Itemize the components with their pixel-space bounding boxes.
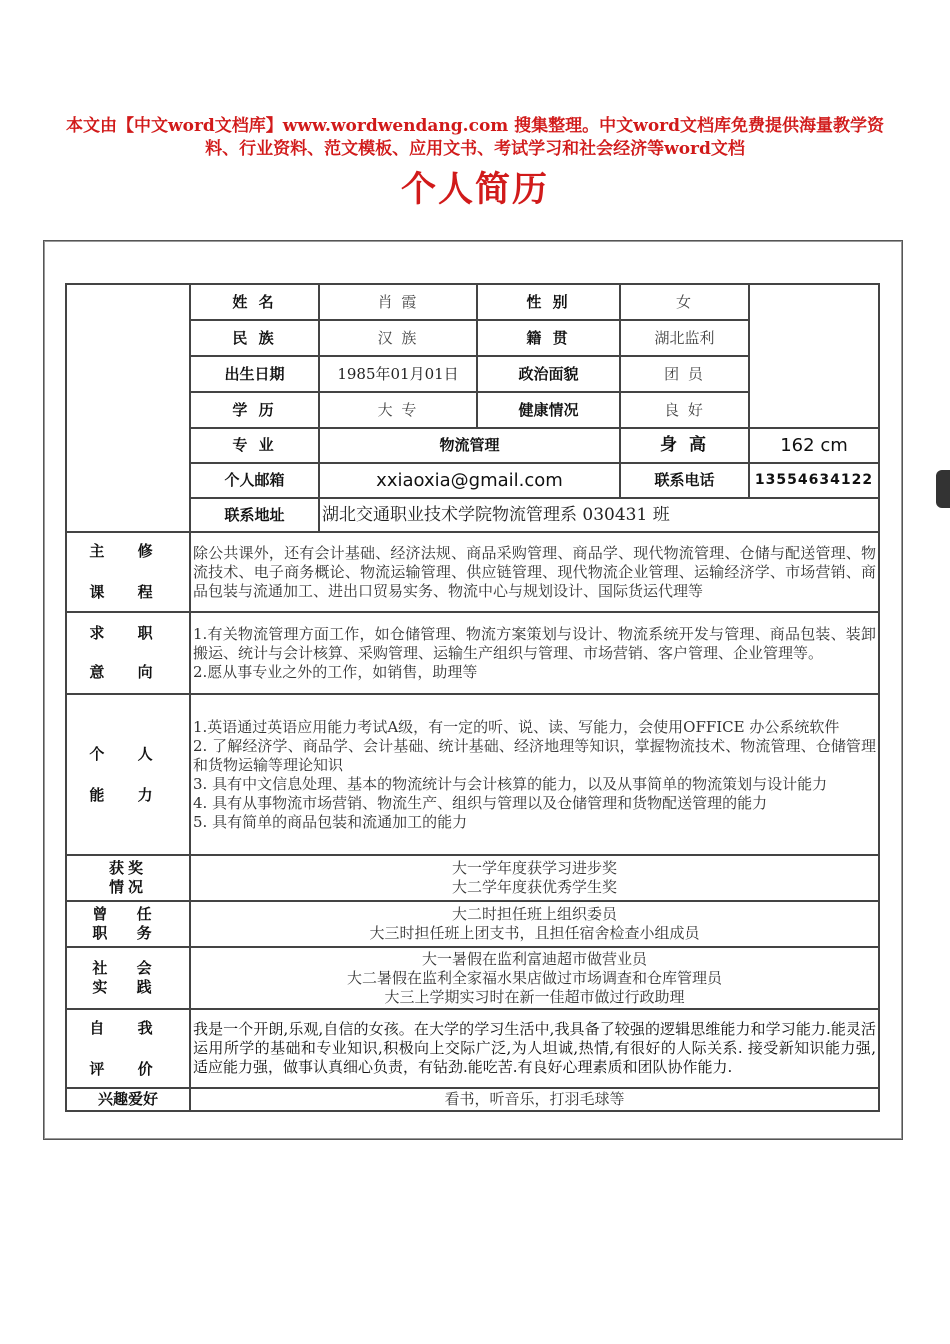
positions-label xyxy=(66,901,190,947)
row-positions xyxy=(66,901,879,947)
self-eval-label-b: 评 价 xyxy=(89,1059,167,1078)
height-value: 162 cm xyxy=(749,428,879,463)
ability-label-b: 能 力 xyxy=(89,785,167,804)
self-eval-label xyxy=(66,1009,190,1088)
positions-label-b: 职 务 xyxy=(92,924,164,942)
phone-label: 联系电话 xyxy=(620,463,749,498)
health-value: 良 好 xyxy=(620,392,749,428)
ability-text xyxy=(190,694,879,855)
political-label: 政治面貌 xyxy=(477,356,620,392)
email-label: 个人邮箱 xyxy=(190,463,319,498)
awards-label xyxy=(66,855,190,901)
row-practice xyxy=(66,947,879,1009)
resume-table xyxy=(65,283,880,1112)
major-value: 物流管理 xyxy=(319,428,620,463)
positions-text xyxy=(190,901,879,947)
awards-label-b: 情况 xyxy=(108,878,147,896)
ability-item: 2. 了解经济学、商品学、会计基础、统计基础、经济地理等知识，掌握物流技术、物流管理、仓储管理和货物运输等理论知识 xyxy=(193,736,876,774)
hobbies-label: 兴趣爱好 xyxy=(66,1088,190,1111)
page-title: 个人简历 xyxy=(400,169,549,210)
intention-line-1: 1.有关物流管理方面工作，如仓储管理、物流方案策划与设计、物流系统开发与管理、商品包装、装卸搬运、统计与会计核算、采购管理、运输生产组织与管理、市场营销、客户管理、企业管理等。 xyxy=(193,624,876,662)
ability-item: 3. 具有中文信息处理、基本的物流统计与会计核算的能力，以及从事简单的物流策划与设计能力 xyxy=(193,774,828,793)
hometown-value: 湖北监利 xyxy=(620,320,749,356)
birth-value: 1985年01月01日 xyxy=(319,356,477,392)
row-courses xyxy=(66,532,879,612)
banner-line-1: 本文由【中文word文档库】www.wordwendang.com 搜集整理。中文word文档库免费提供海量教学资 xyxy=(65,116,885,136)
ability-item: 4. 具有从事物流市场营销、物流生产、组织与管理以及仓储管理和货物配送管理的能力 xyxy=(193,793,768,812)
address-value: 湖北交通职业技术学院物流管理系 030431 班 xyxy=(319,498,879,532)
intention-line-2: 2.愿从事专业之外的工作，如销售，助理等 xyxy=(193,662,478,681)
practice-label-b: 实 践 xyxy=(92,978,164,996)
award-item: 大一学年度获学习进步奖 xyxy=(451,859,617,877)
education-value: 大 专 xyxy=(319,392,477,428)
courses-text: 除公共课外，还有会计基础、经济法规、商品采购管理、商品学、现代物流管理、仓储与配送管理、物流技术、电子商务概论、物流运输管理、供应链管理、现代物流企业管理、运输经济学、市场营销、商品包装与流通加工、进出口贸易实务、物流中心与规划设计、国际货运代理等 xyxy=(190,532,879,612)
gender-value: 女 xyxy=(620,284,749,320)
photo-placeholder xyxy=(749,284,879,428)
practice-label-a: 社 会 xyxy=(92,959,164,977)
row-hobbies xyxy=(66,1088,879,1111)
height-label: 身 高 xyxy=(620,428,749,463)
awards-label-a: 获奖 xyxy=(108,859,147,877)
position-item: 大二时担任班上组织委员 xyxy=(451,905,617,923)
self-eval-text: 我是一个开朗,乐观,自信的女孩。在大学的学习生活中,我具备了较强的逻辑思维能力和学习能力.能灵活运用所学的基础和专业知识,积极向上交际广泛,为人坦诚,热情,有很好的人际关系. 接受新知识能力强, 适应能力强，做事认真细心负责，有钻劲.能吃苦.有良好心理素质和团队协作能力. xyxy=(190,1009,879,1088)
intention-text xyxy=(190,612,879,694)
row-name xyxy=(66,284,879,320)
intention-label-b: 意 向 xyxy=(89,663,167,681)
ethnicity-label: 民 族 xyxy=(190,320,319,356)
education-label: 学 历 xyxy=(190,392,319,428)
page-edge-tab xyxy=(936,470,950,508)
political-value: 团 员 xyxy=(620,356,749,392)
name-label: 姓 名 xyxy=(190,284,319,320)
source-banner xyxy=(30,115,920,161)
gender-label: 性 别 xyxy=(477,284,620,320)
ability-label-a: 个 人 xyxy=(89,744,167,763)
address-label: 联系地址 xyxy=(190,498,319,532)
birth-label: 出生日期 xyxy=(190,356,319,392)
hobbies-text: 看书，听音乐，打羽毛球等 xyxy=(190,1088,879,1111)
intention-label-a: 求 职 xyxy=(89,624,167,642)
practice-label xyxy=(66,947,190,1009)
courses-label-b: 课 程 xyxy=(89,583,167,601)
row-intention xyxy=(66,612,879,694)
awards-text xyxy=(190,855,879,901)
phone-value: 13554634122 xyxy=(749,463,879,498)
practice-item: 大三上学期实习时在新一佳超市做过行政助理 xyxy=(384,987,685,1006)
positions-label-a: 曾 任 xyxy=(92,905,164,923)
ethnicity-value: 汉 族 xyxy=(319,320,477,356)
email-value: xxiaoxia@gmail.com xyxy=(319,463,620,498)
position-item: 大三时担任班上团支书，且担任宿舍检查小组成员 xyxy=(369,924,700,942)
hometown-label: 籍 贯 xyxy=(477,320,620,356)
courses-label xyxy=(66,532,190,612)
row-self-eval xyxy=(66,1009,879,1088)
row-ability xyxy=(66,694,879,855)
major-label: 专 业 xyxy=(190,428,319,463)
courses-label-a: 主 修 xyxy=(89,542,167,560)
ability-item: 1.英语通过英语应用能力考试A级，有一定的听、说、读、写能力，会使用OFFICE 办公系统软件 xyxy=(193,717,840,736)
practice-item: 大一暑假在监利富迪超市做营业员 xyxy=(421,949,647,968)
row-awards xyxy=(66,855,879,901)
intention-label xyxy=(66,612,190,694)
banner-line-2: 料、行业资料、范文模板、应用文书、考试学习和社会经济等word文档 xyxy=(205,139,745,159)
practice-text xyxy=(190,947,879,1009)
award-item: 大二学年度获优秀学生奖 xyxy=(451,878,617,896)
left-blank-cell xyxy=(66,284,190,532)
ability-item: 5. 具有简单的商品包装和流通加工的能力 xyxy=(193,812,468,831)
practice-item: 大二暑假在监利全家福水果店做过市场调查和仓库管理员 xyxy=(346,968,722,987)
health-label: 健康情况 xyxy=(477,392,620,428)
self-eval-label-a: 自 我 xyxy=(89,1018,167,1037)
name-value: 肖 霞 xyxy=(319,284,477,320)
ability-label xyxy=(66,694,190,855)
